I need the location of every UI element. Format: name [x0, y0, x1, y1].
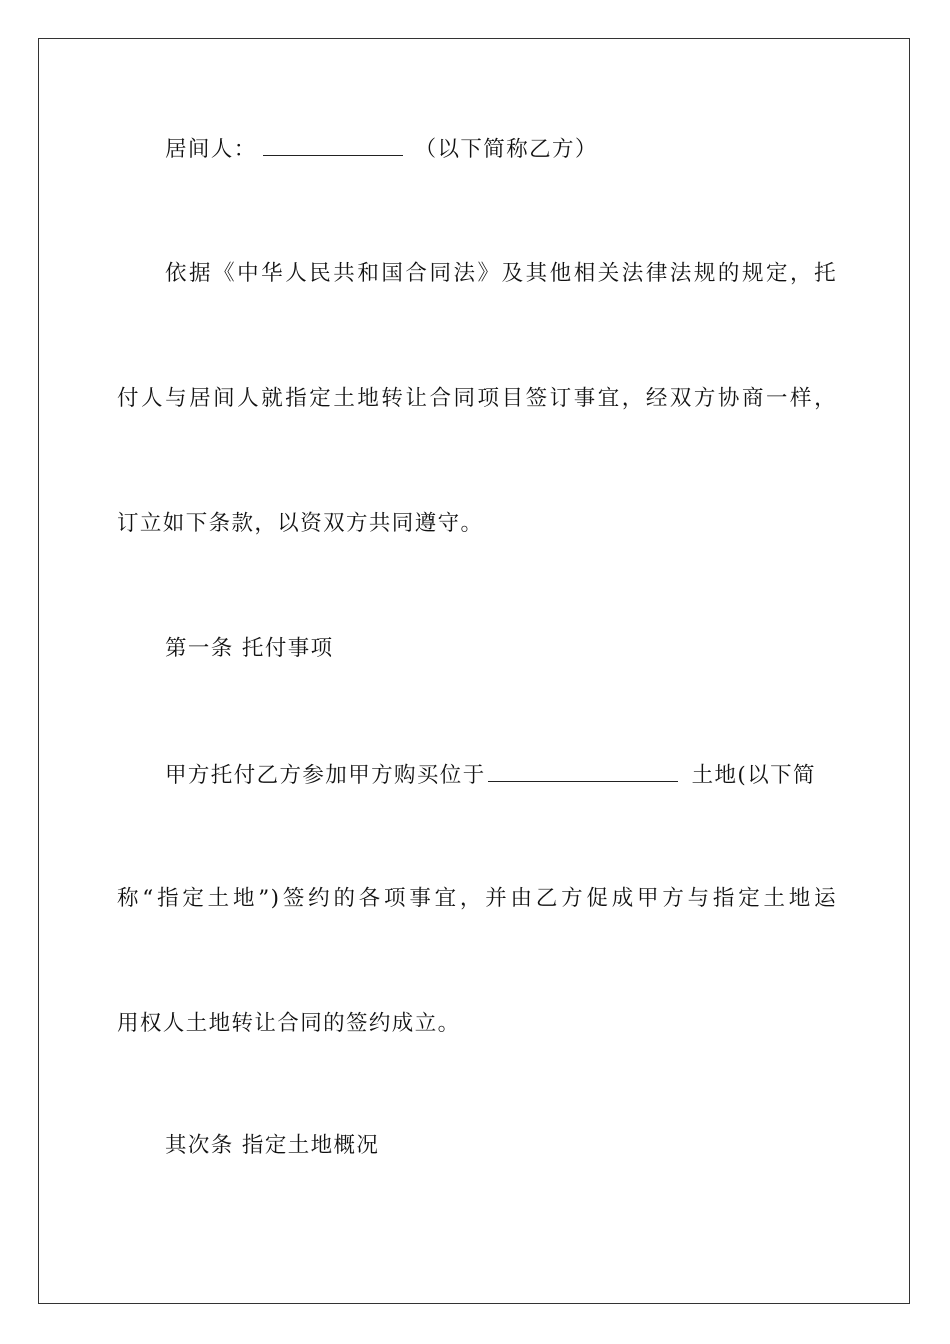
- intermediary-label: 居间人：: [165, 137, 257, 162]
- article-1-text: 甲方托付乙方参加甲方购买位于: [165, 763, 486, 788]
- paragraph-line: 用权人土地转让合同的签约成立。: [117, 1011, 461, 1036]
- intermediary-line: [165, 133, 837, 165]
- intermediary-name-blank[interactable]: [263, 133, 403, 156]
- paragraph-line: 依据《中华人民共和国合同法》及其他相关法律法规的规定，托: [165, 261, 837, 286]
- article-1-text-cont: 土地(以下简: [691, 763, 816, 788]
- paragraph-line: 订立如下条款，以资双方共同遵守。: [117, 511, 484, 536]
- intermediary-note: （以下简称乙方）: [414, 137, 598, 162]
- article-heading: 第一条 托付事项: [165, 636, 334, 661]
- land-location-blank[interactable]: [488, 759, 678, 782]
- page-border: [38, 38, 910, 1304]
- paragraph-line: 付人与居间人就指定土地转让合同项目签订事宜，经双方协商一样，: [117, 386, 837, 411]
- paragraph-line: 称“指定土地”)签约的各项事宜，并由乙方促成甲方与指定土地运: [117, 886, 837, 911]
- article-1-line: [165, 759, 837, 791]
- article-heading: 其次条 指定土地概况: [165, 1133, 380, 1158]
